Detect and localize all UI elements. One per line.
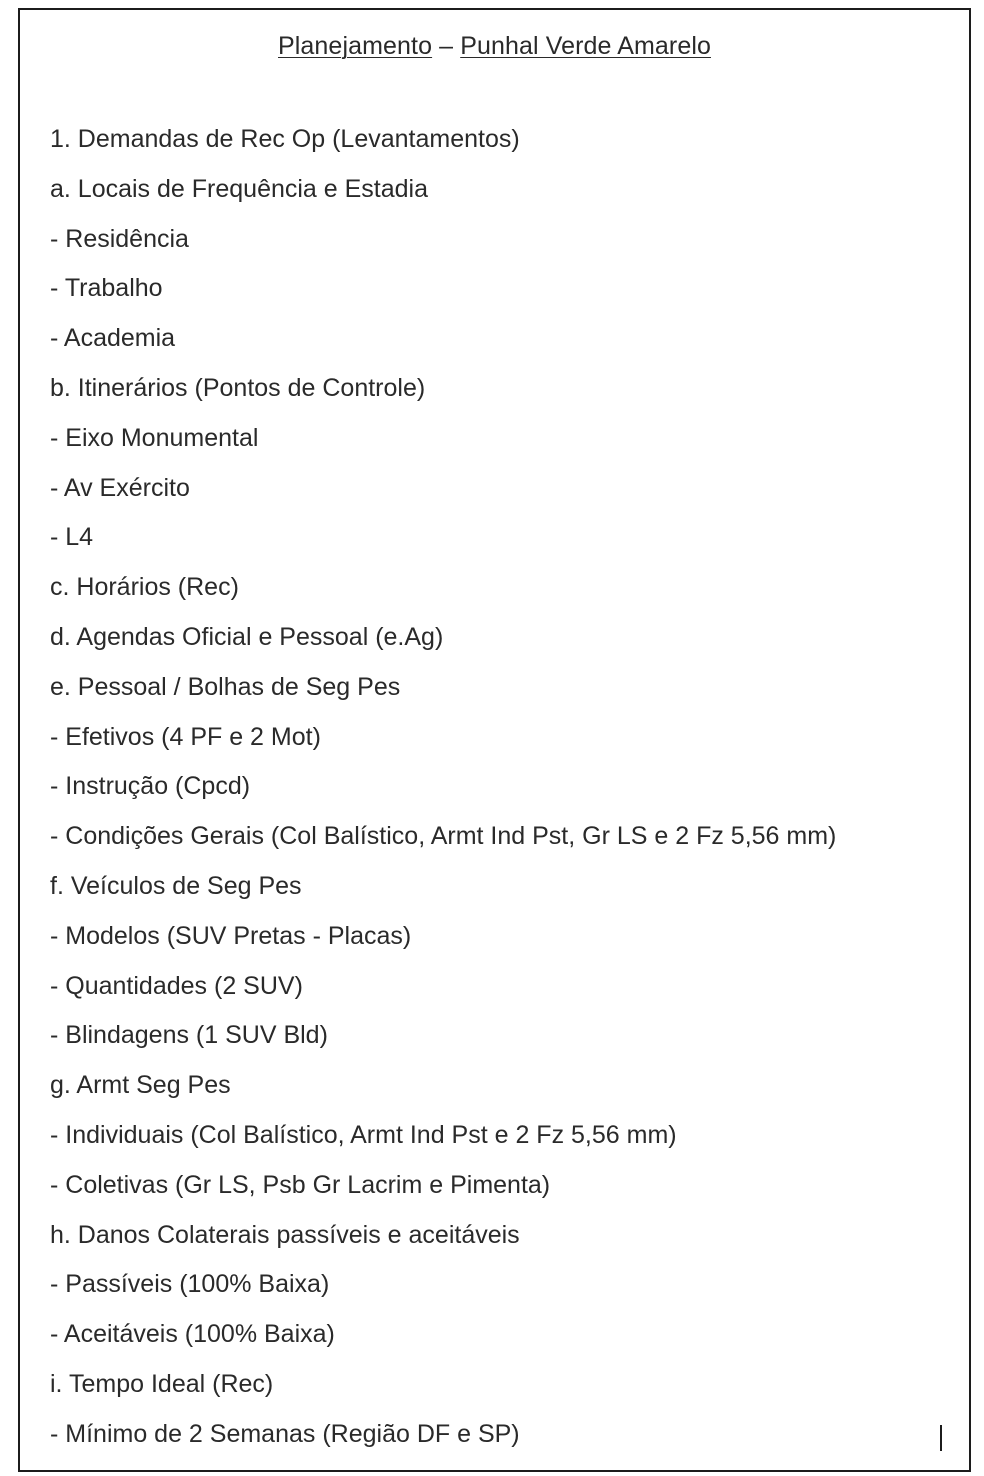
document-line: - Blindagens (1 SUV Bld)	[50, 1021, 328, 1050]
document-line: - Mínimo de 2 Semanas (Região DF e SP)	[50, 1419, 520, 1448]
title-part-planejamento: Planejamento	[278, 32, 433, 60]
document-line: a. Locais de Frequência e Estadia	[50, 174, 429, 203]
document-line: - Quantidades (2 SUV)	[50, 971, 303, 1000]
document-line: e. Pessoal / Bolhas de Seg Pes	[50, 672, 401, 701]
document-line: d. Agendas Oficial e Pessoal (e.Ag)	[50, 622, 444, 651]
document-line: - Residência	[50, 224, 189, 253]
document-line: h. Danos Colaterais passíveis e aceitáveis	[50, 1220, 520, 1249]
document-line: g. Armt Seg Pes	[50, 1071, 231, 1100]
text-cursor-icon	[940, 1425, 942, 1451]
document-line: c. Horários (Rec)	[50, 573, 239, 602]
document-line: b. Itinerários (Pontos de Controle)	[50, 373, 426, 402]
document-line: 1. Demandas de Rec Op (Levantamentos)	[50, 125, 520, 153]
document-line: i. Tempo Ideal (Rec)	[50, 1369, 274, 1398]
document-line: - Trabalho	[50, 274, 163, 303]
document-line: - L4	[50, 523, 94, 552]
document-line: - Academia	[50, 324, 176, 353]
document-line: - Aceitáveis (100% Baixa)	[50, 1320, 335, 1349]
title-part-operation-name: Punhal Verde Amarelo	[460, 32, 711, 60]
document-title	[20, 30, 969, 62]
document-line: f. Veículos de Seg Pes	[50, 871, 302, 900]
document-line: - Modelos (SUV Pretas - Placas)	[50, 921, 412, 950]
document-line: - Efetivos (4 PF e 2 Mot)	[50, 722, 321, 751]
document-line: - Eixo Monumental	[50, 423, 259, 452]
document-line: - Instrução (Cpcd)	[50, 772, 251, 801]
document-page	[18, 8, 971, 1472]
document-body	[50, 123, 949, 1468]
document-line: - Coletivas (Gr LS, Psb Gr Lacrim e Pimenta)	[50, 1170, 551, 1199]
document-line: - Av Exército	[50, 473, 190, 502]
document-line: - Passíveis (100% Baixa)	[50, 1270, 330, 1299]
document-line: - Condições Gerais (Col Balístico, Armt Ind Pst, Gr LS e 2 Fz 5,56 mm)	[50, 822, 837, 851]
title-separator: –	[432, 32, 461, 60]
document-line: - Individuais (Col Balístico, Armt Ind Pst e 2 Fz 5,56 mm)	[50, 1120, 677, 1149]
